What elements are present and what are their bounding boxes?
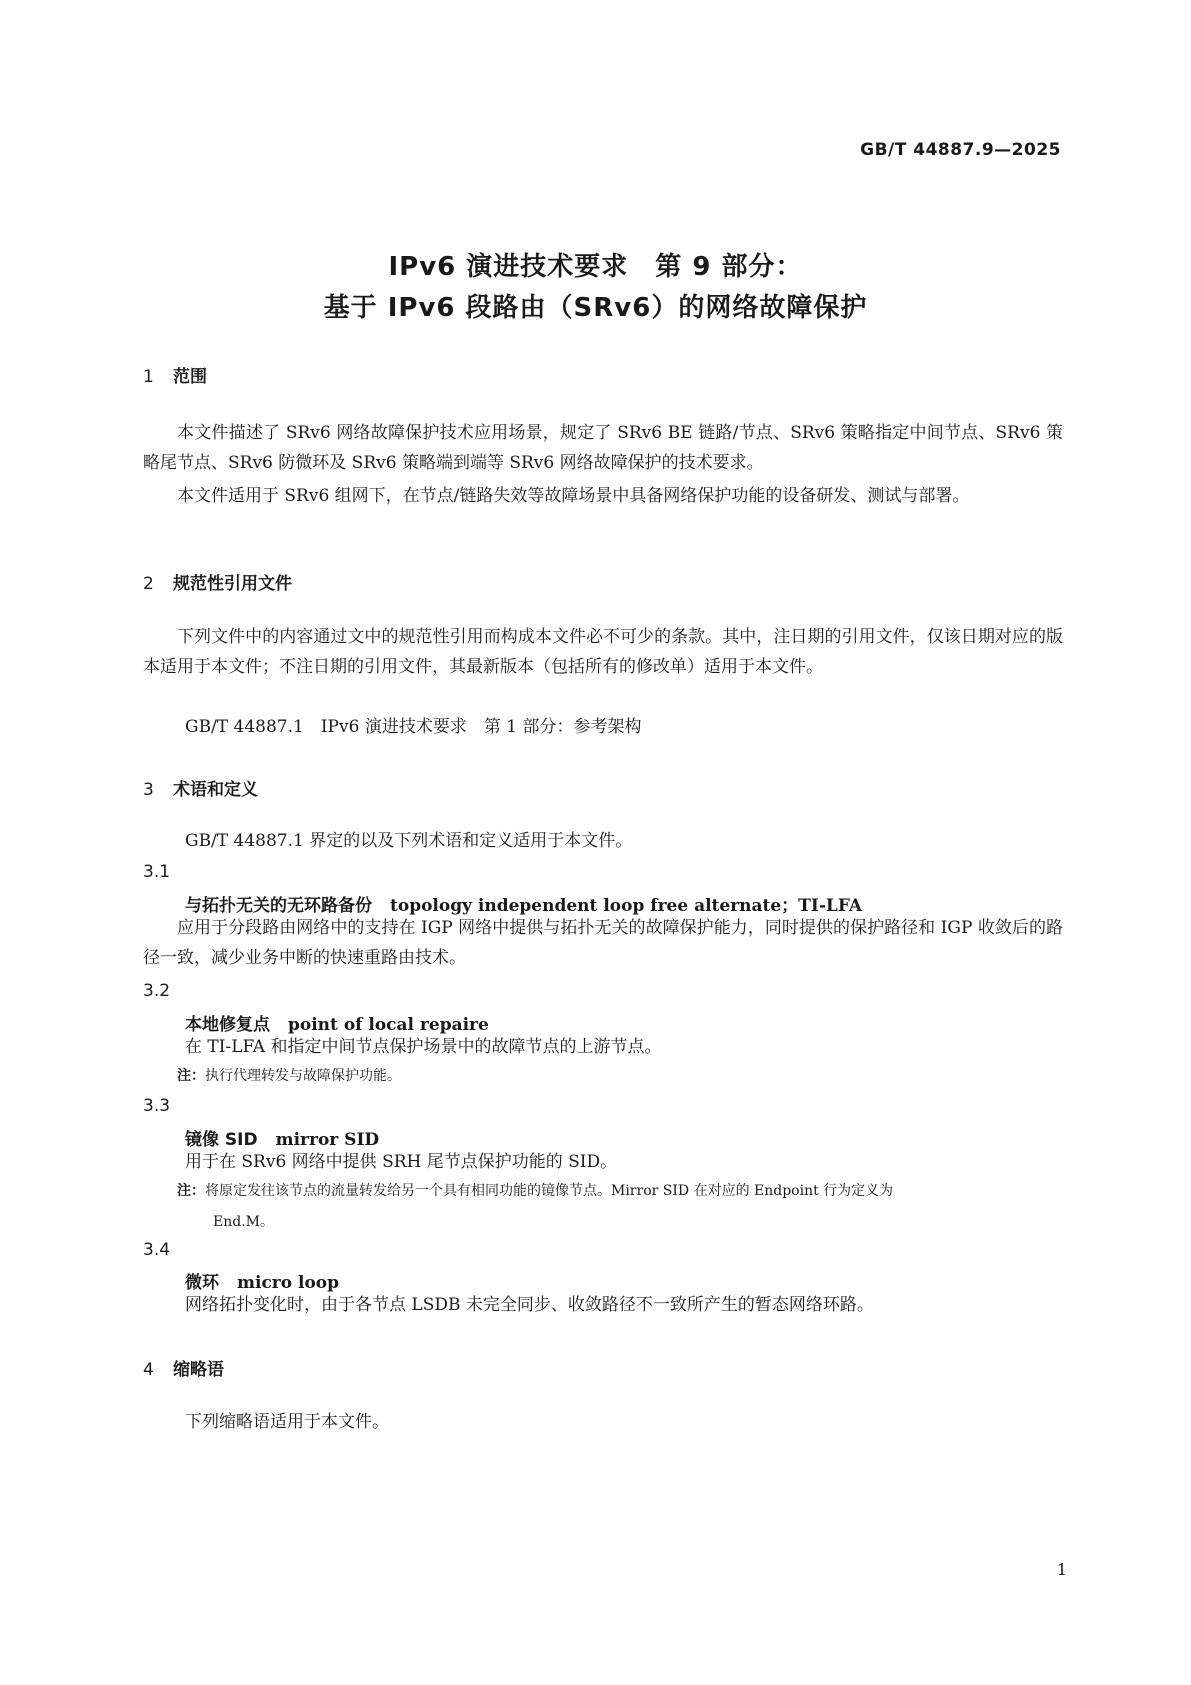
section-2-heading xyxy=(143,569,292,594)
term-number: 3.2 xyxy=(143,981,171,1001)
term-zh: 微环 xyxy=(185,1273,219,1293)
term-en: micro loop xyxy=(237,1273,340,1293)
abbreviations-intro: 下列缩略语适用于本文件。 xyxy=(185,1412,389,1432)
term-en: mirror SID xyxy=(275,1130,380,1150)
term-definition: 在 TI-LFA 和指定中间节点保护场景中的故障节点的上游节点。 xyxy=(185,1037,662,1057)
standard-number: GB/T 44887.9—2025 xyxy=(860,140,1061,160)
term-zh: 本地修复点 xyxy=(185,1015,270,1035)
term-note xyxy=(177,1177,1063,1205)
terms-intro: GB/T 44887.1 界定的以及下列术语和定义适用于本文件。 xyxy=(185,831,633,851)
term-en: topology independent loop free alternate；TI-LFA xyxy=(390,896,863,916)
note-text: 将原定发往该节点的流量转发给另一个具有相同功能的镜像节点。Mirror SID 在对应的 Endpoint 行为定义为 xyxy=(205,1183,894,1199)
section-title: 缩略语 xyxy=(173,1360,224,1380)
section-title: 规范性引用文件 xyxy=(173,574,292,594)
term-zh: 与拓扑无关的无环路备份 xyxy=(185,896,372,916)
term-definition: 用于在 SRv6 网络中提供 SRH 尾节点保护功能的 SID。 xyxy=(185,1152,618,1172)
section-3-heading xyxy=(143,775,258,800)
term-note-continuation: End.M。 xyxy=(213,1214,274,1230)
section-number: 4 xyxy=(143,1360,154,1380)
section-number: 1 xyxy=(143,367,154,387)
section-title: 术语和定义 xyxy=(173,780,258,800)
term-zh: 镜像 SID xyxy=(185,1130,258,1150)
term-note xyxy=(177,1062,1063,1090)
section-2-paragraph-1: 下列文件中的内容通过文中的规范性引用而构成本文件必不可少的条款。其中，注日期的引用文件，仅该日期对应的版本适用于本文件；不注日期的引用文件，其最新版本（包括所有的修改单）适用于本文件。 xyxy=(143,627,1063,677)
section-4-heading xyxy=(143,1355,224,1380)
note-label: 注： xyxy=(177,1183,205,1199)
section-1-heading xyxy=(143,362,207,387)
page-number: 1 xyxy=(1056,1560,1067,1579)
term-number: 3.3 xyxy=(143,1096,171,1116)
term-definition: 网络拓扑变化时，由于各节点 LSDB 未完全同步、收敛路径不一致所产生的暂态网络环路。 xyxy=(185,1295,874,1315)
section-title: 范围 xyxy=(173,367,207,387)
note-text: 执行代理转发与故障保护功能。 xyxy=(205,1068,401,1084)
term-number: 3.1 xyxy=(143,862,171,882)
section-number: 3 xyxy=(143,780,154,800)
note-label: 注： xyxy=(177,1068,205,1084)
term-number: 3.4 xyxy=(143,1240,171,1260)
term-en: point of local repaire xyxy=(288,1015,489,1035)
section-1-paragraph-1: 本文件描述了 SRv6 网络故障保护技术应用场景，规定了 SRv6 BE 链路/节点、SRv6 策略指定中间节点、SRv6 策略尾节点、SRv6 防微环及 SRv6 策略端到端等 SRv6 网络故障保护的技术要求。 xyxy=(143,423,1063,473)
normative-reference: GB/T 44887.1 IPv6 演进技术要求 第 1 部分：参考架构 xyxy=(185,717,642,737)
section-1-paragraph-2: 本文件适用于 SRv6 组网下，在节点/链路失效等故障场景中具备网络保护功能的设备研发、测试与部署。 xyxy=(177,486,970,506)
section-number: 2 xyxy=(143,574,154,594)
document-title-line-1: IPv6 演进技术要求 第 9 部分： xyxy=(388,252,803,282)
document-title-line-2: 基于 IPv6 段路由（SRv6）的网络故障保护 xyxy=(323,293,868,323)
term-definition: 应用于分段路由网络中的支持在 IGP 网络中提供与拓扑无关的故障保护能力，同时提供的保护路径和 IGP 收敛后的路径一致，减少业务中断的快速重路由技术。 xyxy=(143,918,1063,968)
